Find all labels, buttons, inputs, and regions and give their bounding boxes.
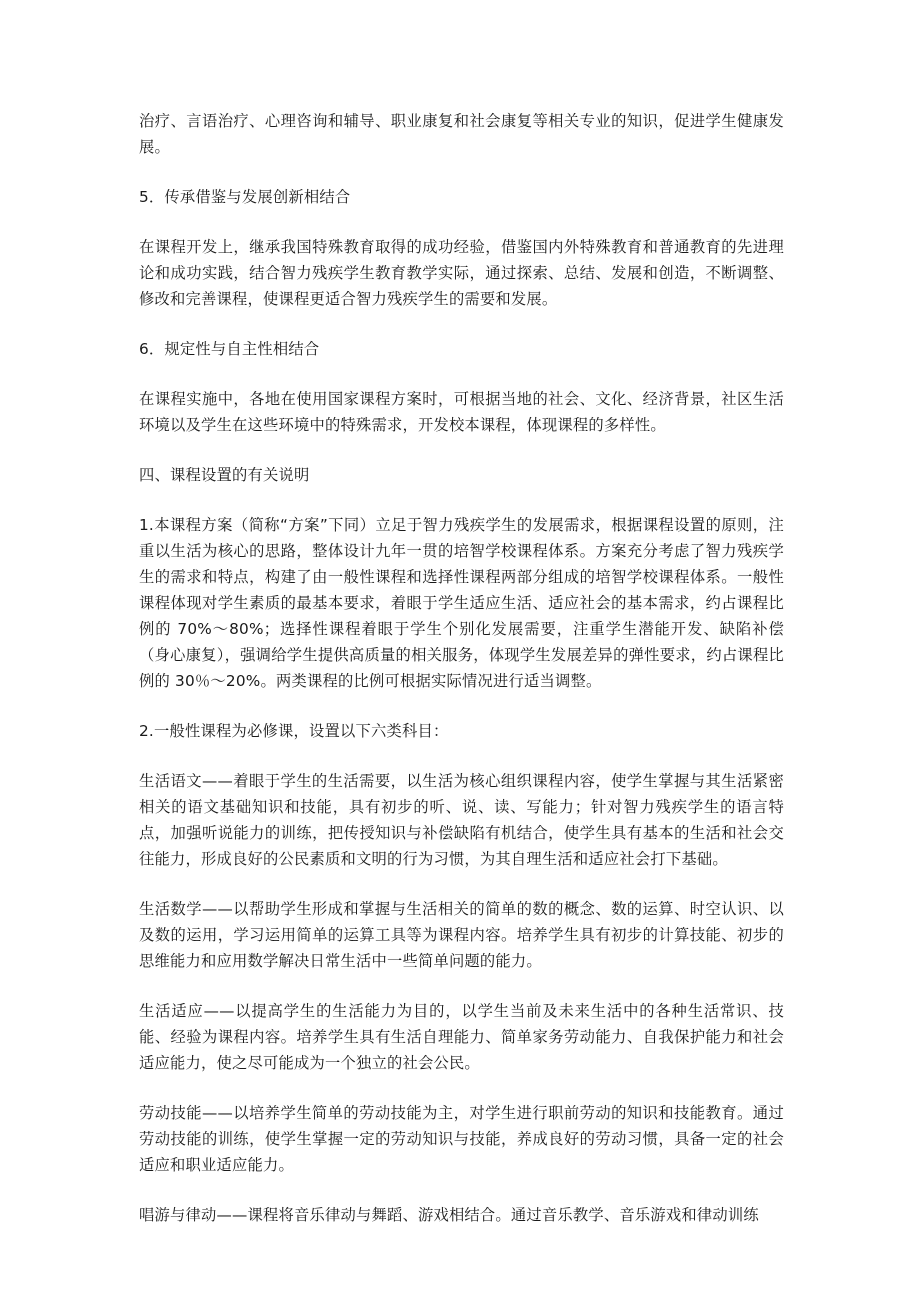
document-page xyxy=(139,108,784,1252)
paragraph-singing-rhythm: 唱游与律动——课程将音乐律动与舞蹈、游戏相结合。通过音乐教学、音乐游戏和律动训练 xyxy=(139,1206,759,1224)
paragraph-life-language: 生活语文——着眼于学生的生活需要，以生活为核心组织课程内容，使学生掌握与其生活紧密相关的语文基础知识和技能，具有初步的听、说、读、写能力；针对智力残疾学生的语言特点，加强听说能力的训练，把传授知识与补偿缺陷有机结合，使学生具有基本的生活和社会交往能力，形成良好的公民素质和文明的行为习惯，为其自理生活和适应社会打下基础。 xyxy=(139,772,784,868)
paragraph-labor-skills: 劳动技能——以培养学生简单的劳动技能为主，对学生进行职前劳动的知识和技能教育。通过劳动技能的训练，使学生掌握一定的劳动知识与技能，养成良好的劳动习惯，具备一定的社会适应和职业适应能力。 xyxy=(139,1104,784,1174)
heading-principle-5: 5．传承借鉴与发展创新相结合 xyxy=(139,188,351,206)
paragraph-item-2: 2.一般性课程为必修课，设置以下六类科目： xyxy=(139,722,449,740)
heading-section-4: 四、课程设置的有关说明 xyxy=(139,466,310,484)
paragraph-principle-5: 在课程开发上，继承我国特殊教育取得的成功经验，借鉴国内外特殊教育和普通教育的先进理论和成功实践，结合智力残疾学生教育教学实际，通过探索、总结、发展和创造，不断调整、修改和完善课程，使课程更适合智力残疾学生的需要和发展。 xyxy=(139,238,784,308)
heading-principle-6: 6．规定性与自主性相结合 xyxy=(139,340,320,358)
paragraph-item-1: 1.本课程方案（简称“方案”下同）立足于智力残疾学生的发展需求，根据课程设置的原则，注重以生活为核心的思路，整体设计九年一贯的培智学校课程体系。方案充分考虑了智力残疾学生的需求和特点，构建了由一般性课程和选择性课程两部分组成的培智学校课程体系。一般性课程体现对学生素质的最基本要求，着眼于学生适应生活、适应社会的基本需求，约占课程比例的 70%～80%；选择性课程着眼于学生个别化发展需要，注重学生潜能开发、缺陷补偿（身心康复），强调给学生提供高质量的相关服务，体现学生发展差异的弹性要求，约占课程比例的 30％～20%。两类课程的比例可根据实际情况进行适当调整。 xyxy=(139,516,784,690)
paragraph-intro-continuation: 治疗、言语治疗、心理咨询和辅导、职业康复和社会康复等相关专业的知识，促进学生健康发展。 xyxy=(139,112,784,156)
paragraph-life-adaptation: 生活适应——以提高学生的生活能力为目的，以学生当前及未来生活中的各种生活常识、技能、经验为课程内容。培养学生具有生活自理能力、简单家务劳动能力、自我保护能力和社会适应能力，使之尽可能成为一个独立的社会公民。 xyxy=(139,1002,784,1072)
paragraph-life-math: 生活数学——以帮助学生形成和掌握与生活相关的简单的数的概念、数的运算、时空认识、以及数的运用，学习运用简单的运算工具等为课程内容。培养学生具有初步的计算技能、初步的思维能力和应用数学解决日常生活中一些简单问题的能力。 xyxy=(139,900,784,970)
paragraph-principle-6: 在课程实施中，各地在使用国家课程方案时，可根据当地的社会、文化、经济背景，社区生活环境以及学生在这些环境中的特殊需求，开发校本课程，体现课程的多样性。 xyxy=(139,390,784,434)
